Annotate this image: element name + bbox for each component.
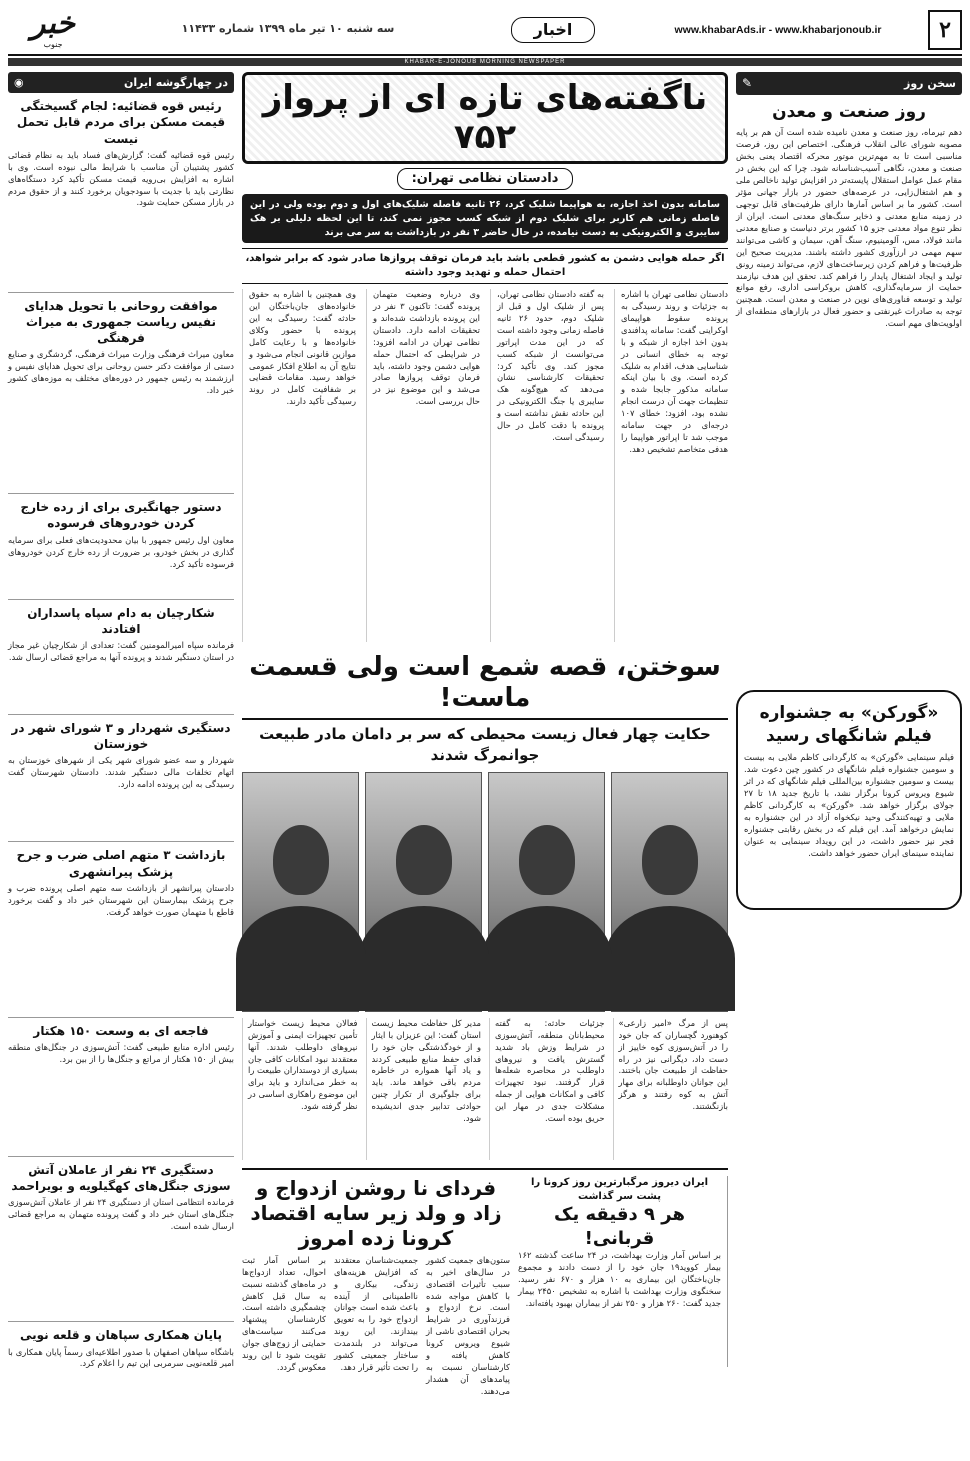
feature-byline bbox=[242, 168, 728, 190]
story3-text-3: بر اساس آمار ثبت احوال، تعداد ازدواج‌ها در ماه‌های گذشته نسبت به سال قبل کاهش چشمگیری داشته است. کارشناسان پیشنهاد می‌کنند سیاست‌های حمایتی از زوج‌های جوان تقویت شود تا این روند معکوس گردد. bbox=[242, 1254, 326, 1373]
list-item bbox=[8, 1023, 234, 1157]
photo-portrait-2 bbox=[488, 772, 605, 1012]
list-item bbox=[8, 298, 234, 495]
pen-icon: ✎ bbox=[742, 76, 753, 90]
list-item bbox=[8, 98, 234, 293]
story2-headline: سوختن، قصه شمع است ولی قسمت ماست! bbox=[242, 652, 728, 720]
issue-date: سه شنبه ۱۰ تیر ماه ۱۳۹۹ شماره ۱۱۴۳۳ bbox=[181, 21, 395, 35]
covid-text: بر اساس آمار وزارت بهداشت، در ۲۴ ساعت گذشته ۱۶۲ بیمار کووید۱۹ جان خود را از دست دادند و مجموع جان‌باختگان این بیماری به ۱۰ هزار و ۶۷۰ نفر رسید. سخنگوی وزارت بهداشت با اشاره به تشخیص ۲۴۵۰ بیمار جدید گفت: ۲۶۰ هزار و ۲۵۰ نفر از بیماران بهبود یافته‌اند. bbox=[518, 1250, 721, 1308]
list-item bbox=[8, 720, 234, 842]
news-item-text: فرمانده سپاه امیرالمومنین گفت: تعدادی از شکارچیان غیر مجاز در استان دستگیر شدند و پرونده آنها به مراجع قضائی ارسال شد. bbox=[8, 640, 234, 662]
section-title: اخبار bbox=[511, 17, 596, 43]
covid-box bbox=[518, 1176, 728, 1367]
page-number: ۲ bbox=[928, 10, 962, 50]
news-item-title: فاجعه ای به وسعت ۱۵۰ هکتار bbox=[33, 1023, 209, 1038]
feature-text-2: به گفته دادستان نظامی تهران، پس از شلیک اول و قبل از شلیک دوم، حدود ۲۶ ثانیه فاصله زمانی وجود داشته است که در این مدت اپراتور می‌توانست از شبکه کسب مجوز کند. وی تأکید کرد: تحقیقات کارشناسی نشان می‌دهد که هیچ‌گونه هک سایبری یا جنگ الکترونیکی در این حادثه نقش نداشته است و پرونده با دقت کامل در حال رسیدگی است. bbox=[490, 289, 604, 642]
feature-text-columns bbox=[242, 289, 728, 642]
logo-sub: جنوب bbox=[43, 40, 63, 50]
story3-text-columns bbox=[242, 1254, 510, 1396]
feature-headline: ناگفته‌های تازه ای از پرواز ۷۵۲ bbox=[242, 72, 728, 164]
news-item-title: دستگیری شهردار و ۳ شورای شهر در خوزستان bbox=[11, 721, 231, 752]
news-item-title: پایان همکاری سپاهان و قلعه نویی bbox=[19, 1328, 223, 1343]
news-item-title: دستور جهانگیری برای از رده خارج کردن خودروهای فرسوده bbox=[20, 500, 222, 531]
masthead-date bbox=[98, 21, 478, 39]
story3-headline: فردای نا روشن ازدواج و زاد و ولد زیر سایه اقتصاد کرونا زده امروز bbox=[250, 1175, 502, 1250]
photo-portrait-4 bbox=[242, 772, 359, 1012]
news-item-text: رئیس قوه قضائیه گفت: گزارش‌های فساد باید به نظام قضائی کشور پشتیبان آن مناسب با شرایط مالی نبوده است. وی با اشاره به افزایش بی‌رویه قیمت مسکن تأکید کرد دستگاه‌های نظارتی باید با جدیت با سودجویان برخورد کنند و از حقوق مردم در بازار مسکن حمایت شود. bbox=[8, 149, 234, 208]
masthead-strap: KHABAR-E-JONOUB MORNING NEWSPAPER bbox=[8, 58, 962, 66]
regional-news-label-text: در چهارگوشه ایران bbox=[124, 76, 228, 89]
newspaper-logo bbox=[8, 6, 98, 50]
film-title: «گورکن» به جشنواره فیلم شانگهای رسید bbox=[759, 703, 939, 747]
news-item-text: فرمانده انتظامی استان از دستگیری ۲۴ نفر از عاملان آتش‌سوزی جنگل‌های استان خبر داد و گفت پرونده متهمان به مراجع قضائی ارسال شده است. bbox=[8, 1197, 234, 1232]
feature-text-3: وی درباره وضعیت متهمان پرونده گفت: تاکنون ۳ نفر در این پرونده بازداشت شده‌اند و تحقیقات ادامه دارد. دادستان نظامی تهران در ادامه افزود: در شرایطی که احتمال حمله هوایی دشمن وجود داشته، باید فرمان توقف پروازها صادر می‌شد و این موضوع نیز در حال بررسی است. bbox=[366, 289, 480, 642]
photo-strip bbox=[242, 772, 728, 1012]
middle-column bbox=[242, 72, 728, 1432]
list-item bbox=[8, 605, 234, 715]
news-item-title: بازداشت ۳ متهم اصلی ضرب و جرح پزشک پیرانشهری bbox=[16, 848, 226, 879]
story2-text-2: جزئیات حادثه: به گفته محیط‌بانان منطقه، آتش‌سوزی در شرایط وزش باد شدید گسترش یافت و نیروهای داوطلب در محاصره شعله‌ها قرار گرفتند. نبود تجهیزات کافی و امکانات هوایی از جمله مشکلات جدی در مهار این حریق بوده است. bbox=[489, 1018, 605, 1160]
left-column bbox=[8, 72, 234, 1432]
list-item bbox=[8, 1162, 234, 1322]
story2-text-4: فعالان محیط زیست خواستار تأمین تجهیزات ایمنی و آموزش نیروهای داوطلب شدند. آنها معتقدند نبود امکانات کافی جان بسیاری از دوستداران طبیعت را به خطر می‌اندازد و باید برای این موضوع راهکاری اساسی در نظر گرفته شود. bbox=[242, 1018, 358, 1160]
covid-headline: هر ۹ دقیقه یک قربانی! bbox=[554, 1204, 685, 1249]
film-text: فیلم سینمایی «گورکن» به کارگردانی کاظم ملایی به بیست و سومین جشنواره فیلم شانگهای در کشور چین دعوت شد. بیست و سومین جشنواره بین‌المللی فیلم شانگهای که در اثر شیوع ویروس کرونا برگزار نشد، با تاریخ جدید ۱۸ تا ۲۷ جولای برگزار خواهد شد. «گورکن» به کارگردانی کاظم ملایی و تهیه‌کنندگی وحید نیکخواه آزاد در این جشنواره به نمایش درخواهد آمد. این فیلم که در بخش رقابتی جشنواره فجر نیز حضور داشت، در این رویداد سینمایی به عنوان نماینده سینمای ایران حضور خواهد داشت. bbox=[744, 752, 954, 858]
film-box bbox=[736, 690, 962, 910]
byline-text: دادستان نظامی تهران: bbox=[397, 168, 574, 190]
news-item-title: رئیس قوه قضائیه: لجام گسیختگی قیمت مسکن برای مردم قابل تحمل نیست bbox=[16, 99, 226, 146]
story-environment bbox=[242, 652, 728, 1160]
map-pin-icon: ◉ bbox=[14, 76, 24, 89]
news-item-title: موافقت روحانی با تحویل هدایای نفیس ریاست جمهوری به میراث فرهنگی bbox=[24, 298, 218, 346]
feature-story bbox=[242, 72, 728, 642]
story3-text-2: جمعیت‌شناسان معتقدند که افزایش هزینه‌های زندگی، بیکاری و نااطمینانی از آینده باعث شده است جوانان ازدواج خود را به تعویق بیندازند. این روند می‌تواند در بلندمدت ساختار جمعیتی کشور را تحت تأثیر قرار دهد. bbox=[334, 1254, 418, 1373]
photo-portrait-3 bbox=[365, 772, 482, 1012]
list-item bbox=[8, 499, 234, 599]
story-marriage bbox=[242, 1168, 728, 1396]
feature-text-1: دادستان نظامی تهران با اشاره به جزئیات و روند رسیدگی به پرونده سقوط هواپیمای اوکراینی گفت: سامانه پدافندی بدون اخذ اجازه از شبکه و با توجه به خطای انسانی در شناسایی هدف، اقدام به شلیک کرده است. وی با بیان اینکه سامانه مذکور جابجا شده و تنظیمات جهت آن درست انجام نشده بود، افزود: خطای ۱۰۷ درجه‌ای در جهت سامانه موجب شد تا اپراتور هواپیما را هدفی متخاصم تشخیص دهد. bbox=[614, 289, 728, 642]
feature-text-4: وی همچنین با اشاره به حقوق خانواده‌های جان‌باختگان این حادثه گفت: رسیدگی به این پرونده با حضور وکلای خانواده‌ها و با رعایت کامل موازین قانونی انجام می‌شود و نتایج آن به اطلاع افکار عمومی خواهد رسید. مقامات قضایی بر شفافیت کامل در روند رسیدگی تأکید دارند. bbox=[242, 289, 356, 642]
feature-lead-2: اگر حمله هوایی دشمن به کشور قطعی باشد باید فرمان توقف پرواز‌ها صادر شود که برابر شواهد، احتمال حمله و تهدید وجود داشته bbox=[242, 248, 728, 284]
right-column bbox=[736, 72, 962, 1432]
regional-news-list bbox=[8, 98, 234, 1460]
section-box bbox=[478, 17, 628, 43]
covid-kicker: ایران دیروز مرگبارترین روز کرونا را پشت سر گذاشت bbox=[530, 1176, 709, 1202]
page-header bbox=[8, 6, 962, 56]
story2-subheadline: حکایت چهار فعال زیست محیطی که سر بر دامان مادر طبیعت جوانمرگ شدند bbox=[259, 725, 711, 765]
photo-portrait-1 bbox=[611, 772, 728, 1012]
regional-news-label bbox=[8, 72, 234, 93]
story2-text-columns bbox=[242, 1018, 728, 1160]
feature-lead: سامانه بدون اخذ اجازه، به هواپیما شلیک کرد، ۲۶ ثانیه فاصله شلیک‌های اول و دوم بوده ولی در این فاصله زمانی هم کاربر برای شلیک دوم از شبکه کسب مجوز نمی کند، تا این لحظه دلیلی بر هک سایبری و الکترونیکی به دست نیامده، در حال حاضر ۳ نفر در بازداشت به سر می برند bbox=[242, 194, 728, 243]
logo-text: خبر bbox=[30, 6, 76, 42]
story3-text-1: ستون‌های جمعیت کشور در سال‌های اخیر به سبب تأثیرات اقتصادی با کاهش مواجه شده است. نرخ ازدواج و فرزندآوری در شرایط بحران اقتصادی ناشی از شیوع ویروس کرونا کاهش یافته و کارشناسان نسبت به پیامدهای آن هشدار می‌دهند. bbox=[426, 1254, 510, 1396]
editorial-label bbox=[736, 72, 962, 95]
news-item-title: دستگیری ۲۴ نفر از عاملان آتش سوزی جنگل‌های کهگیلویه و بویراحمد bbox=[11, 1162, 231, 1194]
news-item-text: معاون اول رئیس جمهور با بیان محدودیت‌های فعلی برای سرمایه گذاری در بخش خودرو، بر ضرورت از رده خارج کردن خودروهای فرسوده تأکید کرد. bbox=[8, 534, 234, 569]
page-columns bbox=[8, 72, 962, 1432]
marriage-main bbox=[242, 1175, 510, 1396]
site-urls[interactable]: www.khabarAds.ir - www.khabarjonoub.ir bbox=[674, 23, 882, 36]
editorial-label-text: سخن روز bbox=[904, 76, 956, 90]
news-item-text: معاون میراث فرهنگی وزارت میراث فرهنگی، گردشگری و صنایع دستی از موافقت دکتر حسن روحانی برای تحویل هدایای نفیس و ارزشمند به رئیس جمهور در دوره‌های مختلف به موزه‌های کشور خبر داد. bbox=[8, 349, 234, 396]
editorial-text: دهم تیرماه، روز صنعت و معدن نامیده شده است آن هم بر پایه مصوبه شورای عالی انقلاب فرهنگی. اختصاص این روز، فرصت مناسبی است تا به مهم‌ترین موتور محرکه اقتصاد یعنی بخش صنعت و معدن، نگاهی آسیب‌شناسانه شود. چرا که این بخش در مقام عمل عوامل استقلال پایسته‌تر در افزایش تولید ناخالص ملی و هم اشتغال‌زایی، در عرصه‌های حضور در بازار جهانی مؤثر است. کشور ما بر اساس آمارها دارای ظرفیت‌های قابل توجهی در زمینه منابع معدنی و ذخایر سنگ‌های معدنی است. ایران از نظر تنوع مواد معدنی جزو ۱۵ کشور برتر دنیاست و صنایع معدنی مانند فولاد، مس، آلومینیوم، سنگ آهن، سیمان و کاشی می‌توانند سهم مهمی در ارزآوری کشور داشته باشند. مدیریت صحیح این ظرفیت‌ها و فراهم کردن زیرساخت‌های لازم، می‌تواند زمینه رونق تولید و ایجاد اشتغال پایدار را فراهم کند. تحقق این هدف نیازمند حمایت از سرمایه‌گذاری، کاهش بروکراسی اداری، رفع موانع تولید و توسعه فناوری‌های نوین در صنعت و معدن است. همچنین توجه به صادرات غیرنفتی و حضور فعال در بازارهای منطقه‌ای از اولویت‌های مهم است. bbox=[736, 127, 963, 329]
news-item-text: دادستان پیرانشهر از بازداشت سه متهم اصلی پرونده ضرب و جرح پزشک بیمارستان این شهرستان خبر داد و گفت برخورد قاطع با متهمان صورت خواهد گرفت. bbox=[8, 882, 234, 917]
news-item-text: رئیس اداره منابع طبیعی گفت: آتش‌سوزی در جنگل‌های منطقه بیش از ۱۵۰ هکتار از مراتع و جنگل‌ها را از بین برد. bbox=[8, 1041, 234, 1064]
news-item-text: باشگاه سپاهان اصفهان با صدور اطلاعیه‌ای رسماً پایان همکاری با امیر قلعه‌نویی سرمربی این تیم را اعلام کرد. bbox=[8, 1346, 234, 1369]
story2-text-3: مدیر کل حفاظت محیط زیست استان گفت: این عزیزان با ایثار و از خودگذشتگی جان خود را فدای حفظ منابع طبیعی کردند و یاد آنها همواره در خاطره مردم باقی خواهد ماند. باید برای جلوگیری از تکرار چنین حوادثی تدابیر جدی اندیشیده شود. bbox=[366, 1018, 482, 1160]
news-item-text: شهردار و سه عضو شورای شهر یکی از شهرهای خوزستان به اتهام تخلفات مالی دستگیر شدند. دادستان شهرستان گفت رسیدگی به این پرونده ادامه دارد. bbox=[8, 755, 234, 790]
list-item bbox=[8, 847, 234, 1017]
editorial-title: روز صنعت و معدن bbox=[772, 101, 926, 122]
story2-text-1: پس از مرگ «امیر زارعی» کوهنورد گچساران که جان خود را در آتش‌سوزی کوه خاییز از دست داد، دیگرانی نیز در راه حفاظت از طبیعت جان باختند. این جوانان داوطلبانه برای مهار آتش به کوه رفتند و هرگز بازنگشتند. bbox=[613, 1018, 729, 1160]
news-item-title: شکارچیان به دام سپاه پاسداران افتادند bbox=[27, 605, 215, 636]
list-item bbox=[8, 1327, 234, 1460]
